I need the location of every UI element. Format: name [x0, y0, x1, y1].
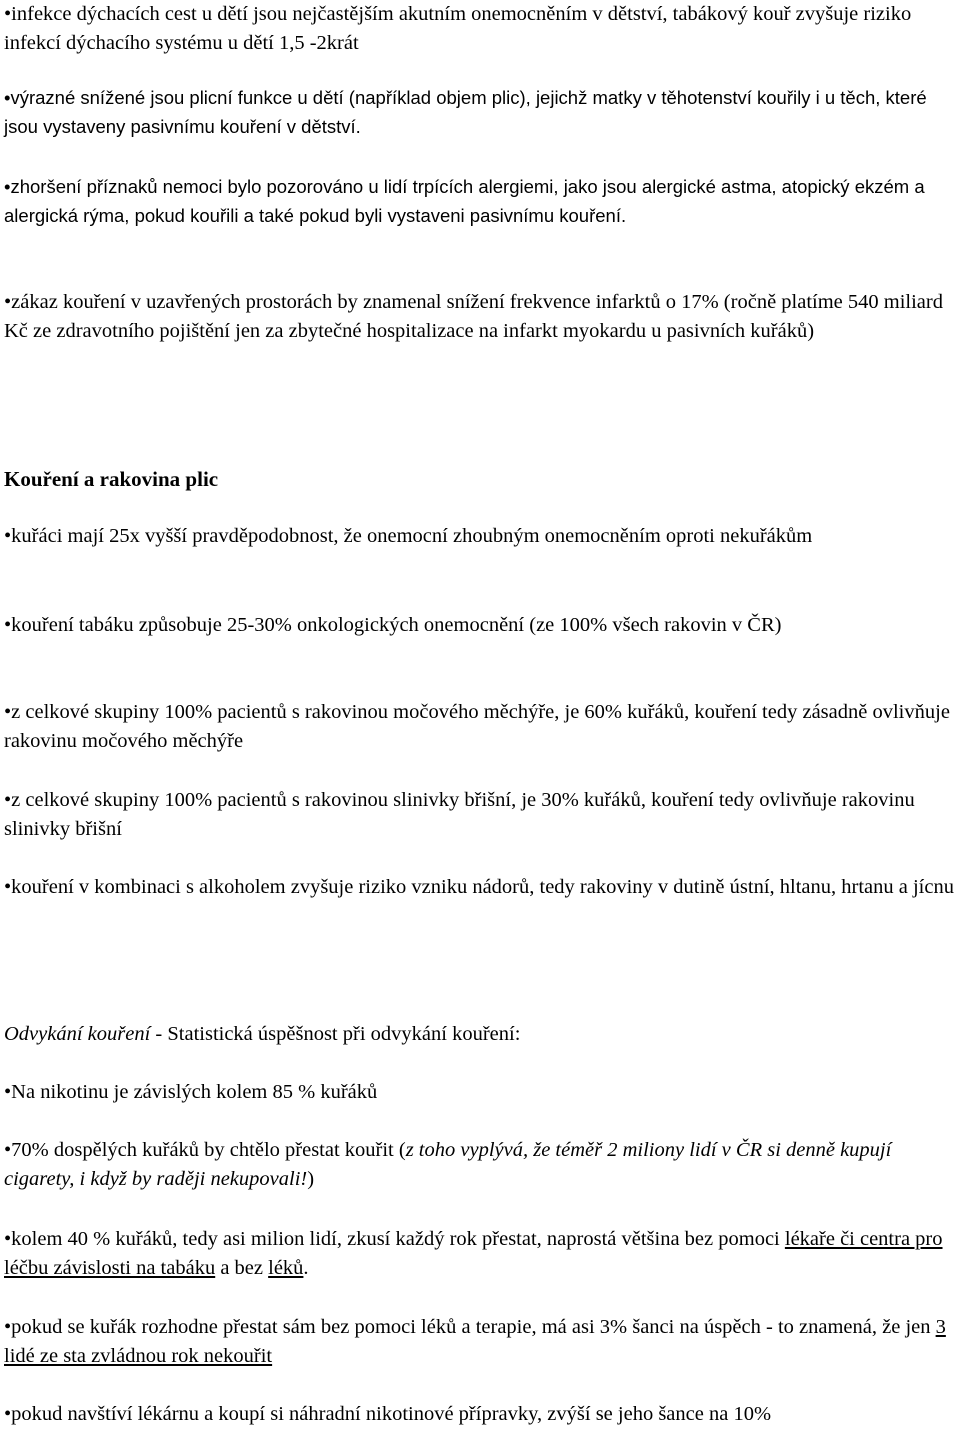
bullet-pharmacy-nrt: •pokud navštíví lékárnu a koupí si náhradní nikotinové přípravky, zvýší se jeho šance na 10% — [4, 1403, 772, 1425]
bullet-quit-attempts-start: •kolem 40 % kuřáků, tedy asi milion lidí, zkusí každý rok přestat, naprostá většina bez pomoci — [4, 1228, 785, 1250]
bullet-allergy-symptoms: •zhoršení příznaků nemoci bylo pozorováno u lidí trpících alergiemi, jako jsou alergické astma, atopický ekzém a alergická rýma, pokud kouřili a také pokud byli vystaveni pasivnímu kouření. — [4, 176, 925, 226]
heading-quitting-italic: Odvykání kouření — [4, 1023, 151, 1045]
bullet-want-to-quit — [4, 1136, 956, 1194]
bullet-lung-function: •výrazné snížené jsou plicní funkce u dětí (například objem plic), jejichž matky v těhotenství kouřily i u těch, které jsou vystaveny pasivnímu kouření v dětství. — [4, 87, 927, 137]
bullet-bladder-cancer: •z celkové skupiny 100% pacientů s rakovinou močového měchýře, je 60% kuřáků, kouření tedy zásadně ovlivňuje rakovinu močového měchýře — [4, 701, 950, 752]
bullet-want-to-quit-start: •70% dospělých kuřáků by chtělo přestat kouřit ( — [4, 1139, 406, 1161]
heading-smoking-lung-cancer: Kouření a rakovina plic — [4, 467, 219, 491]
link-doctor-or-center[interactable]: lékaře či centra pro léčbu závislosti na tabáku — [4, 1228, 943, 1279]
bullet-respiratory-infections: •infekce dýchacích cest u dětí jsou nejčastějším akutním onemocněním v dětství, tabákový kouř zvyšuje riziko infekcí dýchacího systému u dětí 1,5 -2krát — [4, 3, 912, 54]
bullet-quit-attempts-mid: a bez — [215, 1257, 269, 1279]
bullet-smoking-ban: •zákaz kouření v uzavřených prostorách by znamenal snížení frekvence infarktů o 17% (ročně platíme 540 miliard Kč ze zdravotního pojištění jen za zbytečné hospitalizace na infarkt myokardu u pasivních kuřáků) — [4, 291, 943, 342]
bullet-oncology-share: •kouření tabáku způsobuje 25-30% onkologických onemocnění (ze 100% všech rakovin v ČR) — [4, 614, 782, 636]
bullet-quit-attempts-end: . — [303, 1257, 309, 1279]
link-medications[interactable]: léků — [268, 1257, 304, 1279]
bullet-nicotine-dependence: •Na nikotinu je závislých kolem 85 % kuřáků — [4, 1081, 378, 1103]
bullet-quit-alone — [4, 1313, 956, 1371]
bullet-cancer-probability: •kuřáci mají 25x vyšší pravděpodobnost, že onemocní zhoubným onemocněním oproti nekuřákům — [4, 525, 813, 547]
bullet-pancreatic-cancer: •z celkové skupiny 100% pacientů s rakovinou slinivky břišní, je 30% kuřáků, kouření tedy ovlivňuje rakovinu slinivky břišní — [4, 789, 915, 840]
bullet-alcohol-combination: •kouření v kombinaci s alkoholem zvyšuje riziko vzniku nádorů, tedy rakoviny v dutině ústní, hltanu, hrtanu a jícnu — [4, 876, 954, 898]
heading-quitting-statistics — [4, 1020, 956, 1049]
bullet-want-to-quit-italic: z toho vyplývá, že téměř 2 miliony lidí v ČR si denně kupují cigarety, i když by raději nekupovali! — [4, 1139, 892, 1190]
bullet-want-to-quit-end: ) — [307, 1168, 315, 1190]
heading-quitting-rest: - Statistická úspěšnost při odvykání kouření: — [150, 1023, 521, 1045]
bullet-quit-alone-start: •pokud se kuřák rozhodne přestat sám bez pomoci léků a terapie, má asi 3% šanci na úspěch - to znamená, že jen — [4, 1316, 936, 1338]
link-three-in-hundred[interactable]: 3 lidé ze sta zvládnou rok nekouřit — [4, 1316, 946, 1367]
bullet-quit-attempts — [4, 1225, 956, 1283]
